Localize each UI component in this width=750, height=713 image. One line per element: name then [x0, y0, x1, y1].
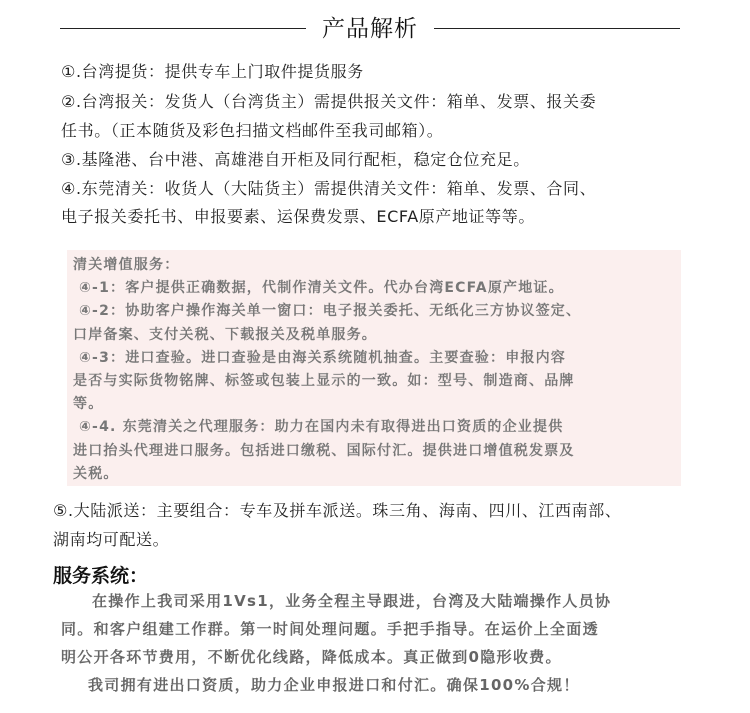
item-1-line-1: ①.台湾提货：提供专车上门取件提货服务 [61, 62, 364, 81]
value-added-line: 关税。 [73, 465, 119, 482]
value-added-line: ④-4. 东莞清关之代理服务：助力在国内未有取得进出口资质的企业提供 [79, 419, 564, 436]
item-4-line-1: ④.东莞清关：收货人（大陆货主）需提供清关文件：箱单、发票、合同、 [61, 179, 597, 198]
value-added-services-box [67, 250, 681, 486]
value-added-heading: 清关增值服务： [73, 257, 180, 273]
service-system-line: 我司拥有进出口资质，助力企业申报进口和付汇。确保100%合规！ [88, 676, 580, 694]
value-added-line: 等。 [73, 396, 104, 413]
service-system-heading: 服务系统： [53, 565, 149, 587]
item-5-line-2: 湖南均可配送。 [53, 530, 170, 549]
value-added-line: 进口抬头代理进口服务。包括进口缴税、国际付汇。提供进口增值税发票及 [73, 442, 575, 459]
value-added-line: ④-1：客户提供正确数据，代制作清关文件。代办台湾ECFA原产地证。 [79, 280, 564, 297]
item-3-line-1: ③.基隆港、台中港、高雄港自开柜及同行配柜，稳定仓位充足。 [61, 150, 530, 169]
section-title-row [60, 8, 680, 48]
value-added-line: 是否与实际货物铭牌、标签或包装上显示的一致。如：型号、制造商、品牌 [73, 373, 575, 390]
item-4-line-2: 电子报关委托书、申报要素、运保费发票、ECFA原产地证等等。 [61, 207, 535, 226]
value-added-line: ④-3：进口查验。进口查验是由海关系统随机抽查。主要查验：申报内容 [79, 349, 567, 366]
service-system-line: 同。和客户组建工作群。第一时间处理问题。手把手指导。在运价上全面透 [61, 620, 599, 638]
item-2-line-2: 任书。（正本随货及彩色扫描文档邮件至我司邮箱）。 [61, 121, 444, 140]
value-added-line: ④-2：协助客户操作海关单一窗口：电子报关委托、无纸化三方协议签定、 [79, 303, 582, 320]
item-2-line-1: ②.台湾报关：发货人（台湾货主）需提供报关文件：箱单、发票、报关委 [61, 92, 597, 111]
service-system-line: 明公开各环节费用，不断优化线路，降低成本。真正做到0隐形收费。 [61, 648, 562, 666]
section-title: 产品解析 [322, 16, 418, 42]
title-divider-right [434, 28, 680, 29]
value-added-line: 口岸备案、支付关税、下载报关及税单服务。 [73, 326, 377, 343]
service-system-line: 在操作上我司采用1Vs1，业务全程主导跟进，台湾及大陆端操作人员协 [92, 592, 612, 610]
item-5-line-1: ⑤.大陆派送：主要组合：专车及拼车派送。珠三角、海南、四川、江西南部、 [53, 501, 622, 520]
